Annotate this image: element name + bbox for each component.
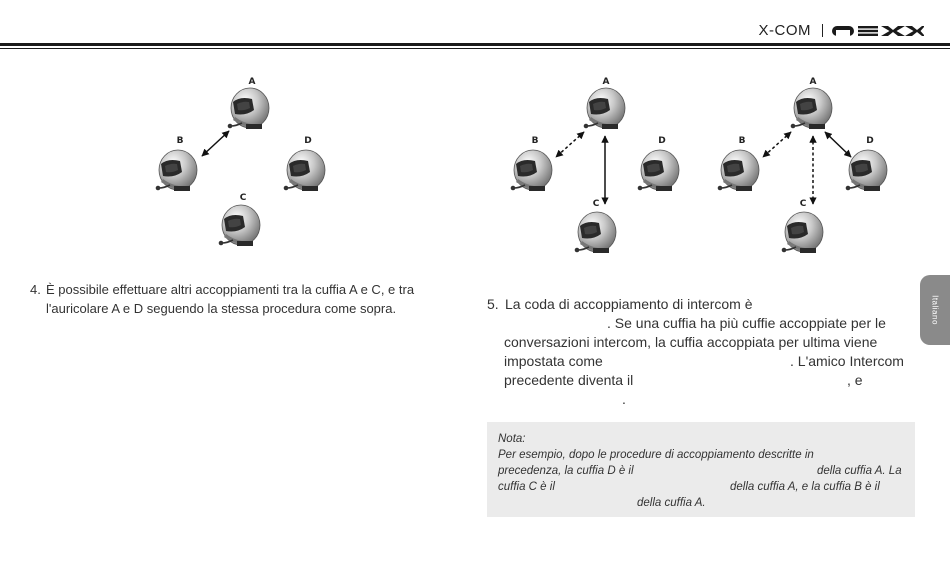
step-5 [487, 295, 915, 409]
helmet-b [511, 150, 552, 191]
helmet-c [575, 212, 616, 253]
brand-separator [822, 24, 823, 37]
product-name: X-COM [758, 22, 811, 39]
note-title: Nota: [498, 433, 526, 445]
nexx-logo [832, 25, 924, 37]
step-4 [30, 280, 470, 318]
diagram-2 [511, 77, 679, 253]
node-label-c: C [592, 199, 600, 209]
header-rule [0, 43, 950, 46]
helmet-d [846, 150, 887, 191]
helmet-c [782, 212, 823, 253]
node-label-b: B [176, 136, 184, 146]
helmet-d [638, 150, 679, 191]
diagram-1 [156, 77, 325, 246]
note-line-2b: della cuffia A. La [817, 465, 902, 477]
header-brand [759, 22, 925, 39]
node-label-b: B [738, 136, 746, 146]
node-label-c: C [239, 193, 247, 203]
step-5-line-5a: precedente diventa il [504, 372, 634, 388]
link-a-d [825, 132, 851, 157]
node-label-c: C [799, 199, 807, 209]
step-4-text: È possibile effettuare altri accoppiamenti tra la cuffia A e C, e tra l'auricolare A e D seguendo la stessa procedura come sopra. [46, 282, 415, 316]
header-rule-thin [0, 48, 950, 49]
node-label-b: B [531, 136, 539, 146]
note-box [487, 422, 915, 517]
language-tab [920, 275, 950, 345]
node-label-d: D [658, 136, 666, 146]
step-5-line-4a: impostata come [504, 353, 603, 369]
note-line-2a: precedenza, la cuffia D è il [498, 465, 634, 477]
pairing-diagrams [0, 70, 950, 265]
step-5-line-3: conversazioni intercom, la cuffia accoppiata per ultima viene [504, 334, 878, 350]
link-a-b [763, 132, 791, 157]
helmet-a [584, 88, 625, 129]
helmet-a [791, 88, 832, 129]
step-5-line-2: . Se una cuffia ha più cuffie accoppiate per le [607, 315, 886, 331]
helmet-b [156, 150, 197, 191]
note-line-4: della cuffia A. [637, 497, 706, 509]
helmet-b [718, 150, 759, 191]
step-5-line-4b: . L'amico Intercom [790, 353, 904, 369]
step-5-line-5b: , e [847, 372, 863, 388]
node-label-d: D [304, 136, 312, 146]
step-5-line-6: . [622, 391, 626, 407]
helmet-d [284, 150, 325, 191]
note-line-3b: della cuffia A, e la cuffia B è il [730, 481, 880, 493]
helmet-a [228, 88, 269, 129]
diagram-3 [718, 77, 887, 253]
node-label-a: A [602, 77, 610, 87]
note-line-3a: cuffia C è il [498, 481, 555, 493]
note-line-1: Per esempio, dopo le procedure di accoppiamento descritte in [498, 449, 814, 461]
step-4-number: 4. [30, 282, 41, 297]
step-5-number: 5. [487, 296, 499, 312]
node-label-a: A [248, 77, 256, 87]
link-a-b [556, 132, 584, 157]
node-label-a: A [809, 77, 817, 87]
step-5-line-1: La coda di accoppiamento di intercom è [505, 296, 753, 312]
link-a-b [202, 131, 229, 156]
node-label-d: D [866, 136, 874, 146]
language-tab-label: Italiano [930, 295, 940, 325]
helmet-c [219, 205, 260, 246]
